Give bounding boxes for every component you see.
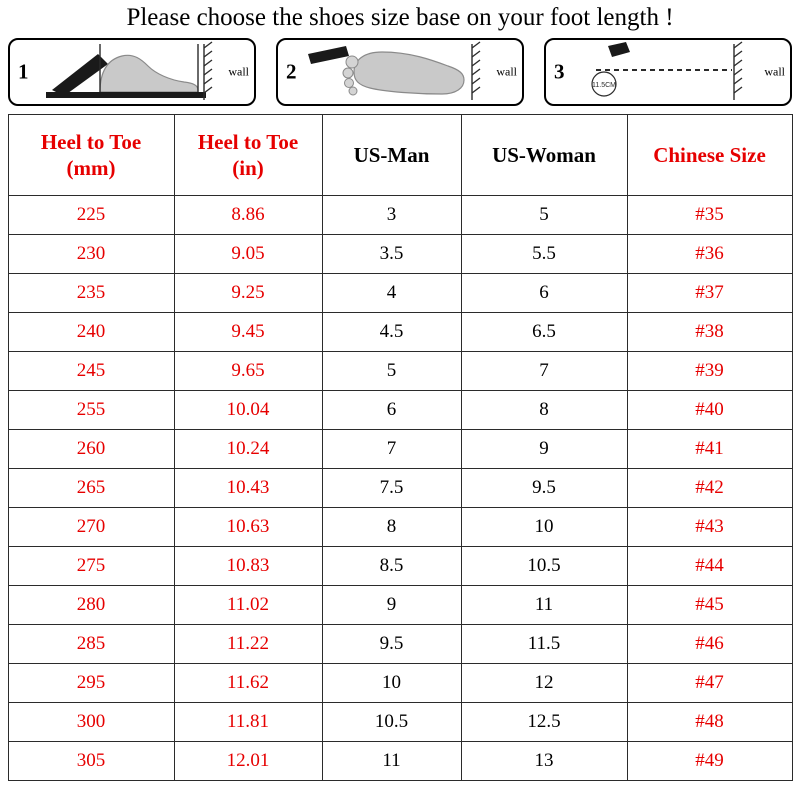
cell-heel-to-toe-in: 11.02 — [174, 586, 322, 625]
cell-heel-to-toe-mm: 255 — [8, 391, 174, 430]
table-row — [8, 742, 792, 781]
cell-chinese-size: #46 — [627, 625, 792, 664]
cell-heel-to-toe-in: 9.45 — [174, 313, 322, 352]
cell-us-man: 3 — [322, 196, 461, 235]
diagram-step-2-wall-label: wall — [496, 64, 517, 79]
cell-chinese-size: #36 — [627, 235, 792, 274]
table-body — [8, 196, 792, 781]
cell-heel-to-toe-mm: 245 — [8, 352, 174, 391]
cell-us-man: 9.5 — [322, 625, 461, 664]
cell-heel-to-toe-in: 11.22 — [174, 625, 322, 664]
diagram-step-3 — [544, 38, 792, 106]
cell-us-woman: 12 — [461, 664, 627, 703]
cell-us-woman: 6 — [461, 274, 627, 313]
cell-us-man: 8.5 — [322, 547, 461, 586]
cell-us-man: 8 — [322, 508, 461, 547]
cell-us-man: 10.5 — [322, 703, 461, 742]
cell-us-man: 3.5 — [322, 235, 461, 274]
cell-heel-to-toe-in: 11.81 — [174, 703, 322, 742]
column-header-us-man — [322, 115, 461, 196]
cell-heel-to-toe-mm: 285 — [8, 625, 174, 664]
diagram-step-1 — [8, 38, 256, 106]
cell-chinese-size: #48 — [627, 703, 792, 742]
cell-heel-to-toe-mm: 305 — [8, 742, 174, 781]
cell-chinese-size: #42 — [627, 469, 792, 508]
cell-heel-to-toe-mm: 275 — [8, 547, 174, 586]
diagram-step-3-number: 3 — [554, 59, 565, 84]
svg-text:11.5CM: 11.5CM — [592, 82, 616, 89]
cell-us-man: 7.5 — [322, 469, 461, 508]
foot-top-view-icon — [306, 40, 496, 104]
cell-heel-to-toe-mm: 230 — [8, 235, 174, 274]
diagram-step-3-wall-label: wall — [764, 64, 785, 79]
column-header-line-1: Heel to Toe — [40, 129, 142, 154]
cell-us-man: 5 — [322, 352, 461, 391]
cell-us-woman: 6.5 — [461, 313, 627, 352]
cell-chinese-size: #39 — [627, 352, 792, 391]
cell-chinese-size: #43 — [627, 508, 792, 547]
cell-chinese-size: #35 — [627, 196, 792, 235]
diagram-step-1-number: 1 — [18, 59, 29, 84]
table-row — [8, 586, 792, 625]
cell-us-woman: 12.5 — [461, 703, 627, 742]
table-row — [8, 664, 792, 703]
cell-us-woman: 5.5 — [461, 235, 627, 274]
cell-heel-to-toe-in: 12.01 — [174, 742, 322, 781]
column-header-line-1: Heel to Toe — [197, 129, 299, 154]
table-row — [8, 313, 792, 352]
diagram-step-1-wall-label: wall — [228, 64, 249, 79]
cell-heel-to-toe-in: 9.25 — [174, 274, 322, 313]
cell-heel-to-toe-mm: 280 — [8, 586, 174, 625]
cell-chinese-size: #45 — [627, 586, 792, 625]
diagram-step-2 — [276, 38, 524, 106]
cell-heel-to-toe-in: 9.65 — [174, 352, 322, 391]
cell-us-woman: 11 — [461, 586, 627, 625]
cell-chinese-size: #37 — [627, 274, 792, 313]
cell-us-woman: 5 — [461, 196, 627, 235]
ruler-measure-icon — [574, 40, 764, 104]
column-header-heel-to-toe-mm — [8, 115, 174, 196]
cell-us-man: 10 — [322, 664, 461, 703]
cell-heel-to-toe-mm: 235 — [8, 274, 174, 313]
column-header-us-woman — [461, 115, 627, 196]
cell-heel-to-toe-mm: 225 — [8, 196, 174, 235]
table-row — [8, 196, 792, 235]
column-header-line-2: (in) — [232, 156, 264, 180]
table-row — [8, 391, 792, 430]
cell-heel-to-toe-mm: 295 — [8, 664, 174, 703]
cell-heel-to-toe-mm: 300 — [8, 703, 174, 742]
table-row — [8, 274, 792, 313]
page-title: Please choose the shoes size base on your foot length ! — [126, 4, 674, 31]
size-table — [8, 114, 793, 781]
cell-us-woman: 10.5 — [461, 547, 627, 586]
column-header-heel-to-toe-in — [174, 115, 322, 196]
cell-heel-to-toe-in: 10.63 — [174, 508, 322, 547]
cell-us-woman: 9 — [461, 430, 627, 469]
diagram-row — [0, 38, 800, 106]
diagram-step-2-number: 2 — [286, 59, 297, 84]
cell-chinese-size: #49 — [627, 742, 792, 781]
cell-heel-to-toe-mm: 240 — [8, 313, 174, 352]
column-header-line-1: US-Man — [353, 142, 430, 167]
cell-heel-to-toe-in: 10.24 — [174, 430, 322, 469]
cell-chinese-size: #47 — [627, 664, 792, 703]
cell-heel-to-toe-in: 10.04 — [174, 391, 322, 430]
cell-us-woman: 8 — [461, 391, 627, 430]
cell-us-woman: 13 — [461, 742, 627, 781]
cell-heel-to-toe-mm: 265 — [8, 469, 174, 508]
cell-us-man: 9 — [322, 586, 461, 625]
table-row — [8, 352, 792, 391]
cell-heel-to-toe-in: 8.86 — [174, 196, 322, 235]
column-header-line-1: Chinese Size — [653, 142, 766, 167]
table-header-row — [8, 115, 792, 196]
cell-us-man: 4.5 — [322, 313, 461, 352]
cell-heel-to-toe-mm: 270 — [8, 508, 174, 547]
cell-us-man: 11 — [322, 742, 461, 781]
table-row — [8, 430, 792, 469]
cell-us-woman: 9.5 — [461, 469, 627, 508]
cell-heel-to-toe-in: 10.43 — [174, 469, 322, 508]
cell-heel-to-toe-in: 11.62 — [174, 664, 322, 703]
cell-heel-to-toe-in: 9.05 — [174, 235, 322, 274]
column-header-line-2: (mm) — [66, 156, 116, 180]
cell-us-woman: 7 — [461, 352, 627, 391]
table-row — [8, 625, 792, 664]
table-row — [8, 508, 792, 547]
cell-heel-to-toe-in: 10.83 — [174, 547, 322, 586]
table-row — [8, 547, 792, 586]
table-row — [8, 469, 792, 508]
cell-chinese-size: #38 — [627, 313, 792, 352]
cell-us-man: 7 — [322, 430, 461, 469]
cell-us-man: 4 — [322, 274, 461, 313]
cell-chinese-size: #44 — [627, 547, 792, 586]
column-header-chinese-size — [627, 115, 792, 196]
column-header-line-1: US-Woman — [492, 142, 596, 167]
cell-us-woman: 10 — [461, 508, 627, 547]
cell-heel-to-toe-mm: 260 — [8, 430, 174, 469]
cell-chinese-size: #40 — [627, 391, 792, 430]
foot-side-view-icon — [38, 40, 228, 104]
cell-us-man: 6 — [322, 391, 461, 430]
cell-us-woman: 11.5 — [461, 625, 627, 664]
table-row — [8, 703, 792, 742]
table-row — [8, 235, 792, 274]
cell-chinese-size: #41 — [627, 430, 792, 469]
